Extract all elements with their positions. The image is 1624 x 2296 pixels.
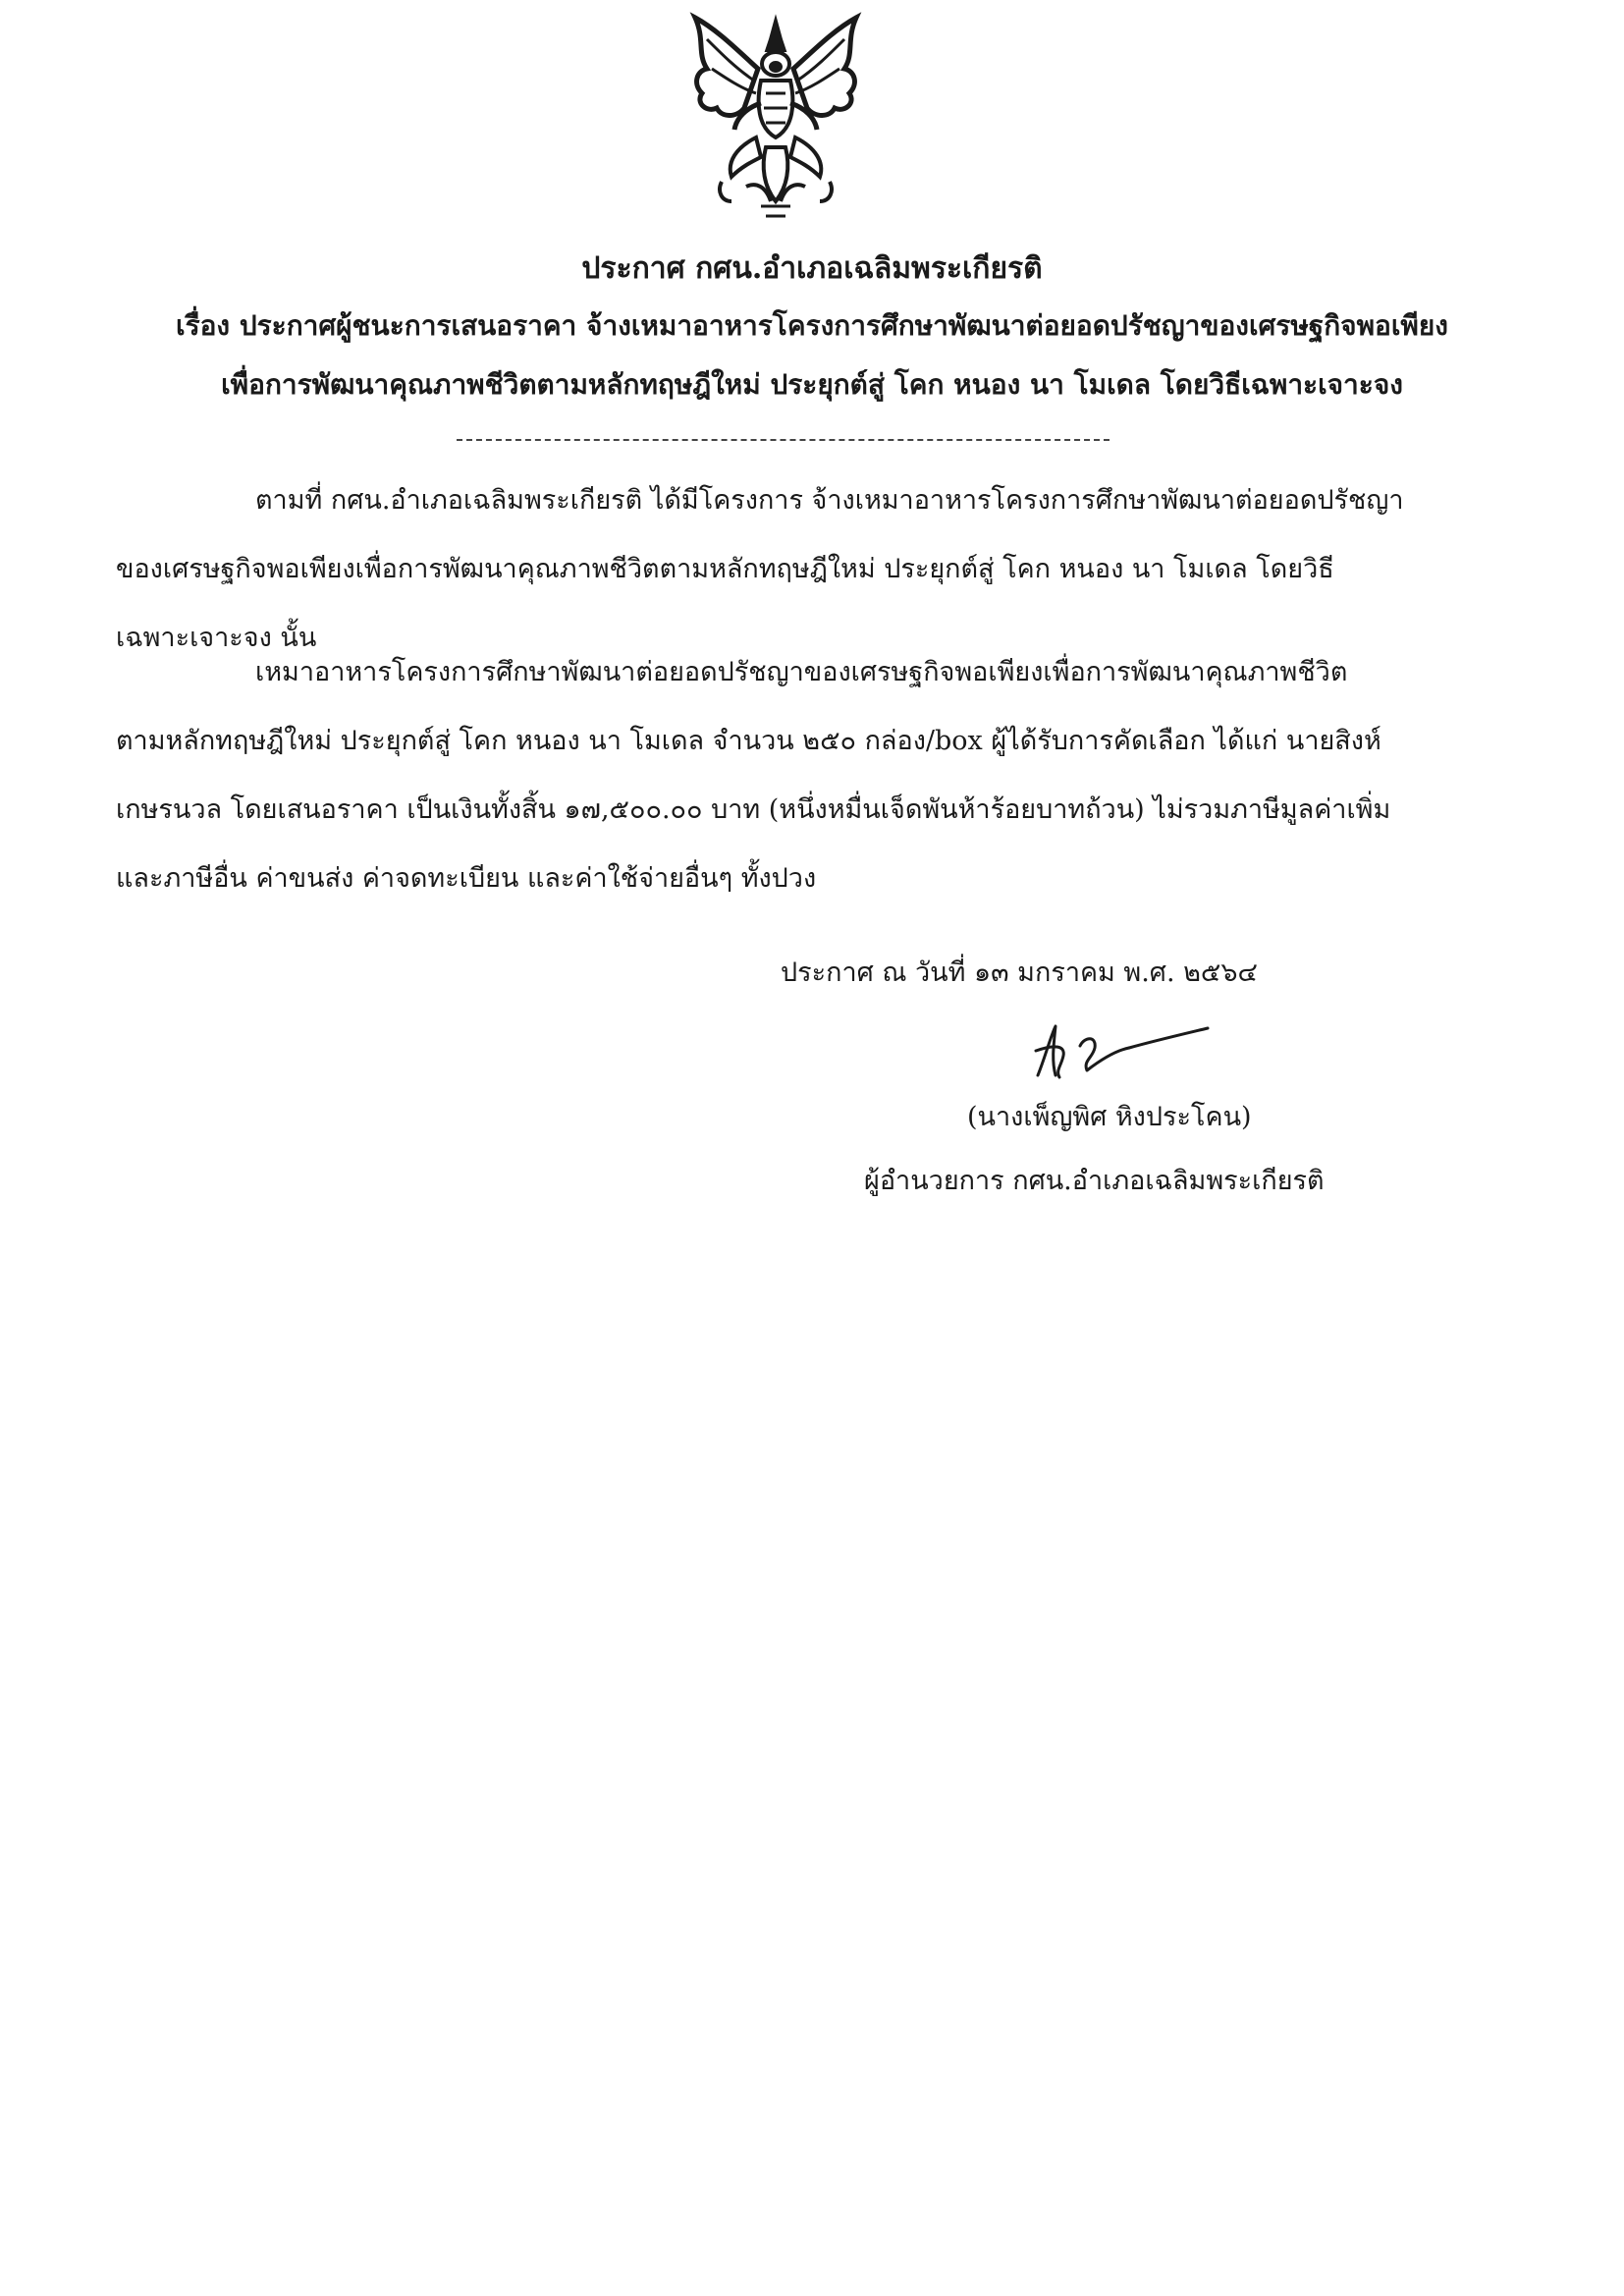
paragraph-2-line-4: และภาษีอื่น ค่าขนส่ง ค่าจดทะเบียน และค่าใช้จ่ายอื่นๆ ทั้งปวง — [116, 863, 817, 894]
announcement-title: ประกาศ กศน.อำเภอเฉลิมพระเกียรติ — [581, 251, 1043, 286]
signature-icon — [1026, 1016, 1222, 1085]
subject-line-1: เรื่อง ประกาศผู้ชนะการเสนอราคา จ้างเหมาอาหารโครงการศึกษาพัฒนาต่อยอดปรัชญาของเศรษฐกิจพอเพียง — [176, 309, 1448, 342]
paragraph-2 — [116, 638, 1432, 913]
subject-line-2: เพื่อการพัฒนาคุณภาพชีวิตตามหลักทฤษฎีใหม่ ประยุกต์สู่ โคก หนอง นา โมเดล โดยวิธีเฉพาะเจาะจง — [221, 368, 1403, 401]
paragraph-1-line-3: เฉพาะเจาะจง นั้น — [116, 623, 317, 653]
paragraph-2-line-3: เกษรนวล โดยเสนอราคา เป็นเงินทั้งสิ้น ๑๗,๕๐๐.๐๐ บาท (หนึ่งหมื่นเจ็ดพันห้าร้อยบาทถ้วน) ไม่รวมภาษีมูลค่าเพิ่ม — [116, 794, 1391, 825]
signer-name: (นางเพ็ญพิศ หิงประโคน) — [967, 1102, 1252, 1132]
announcement-date: ประกาศ ณ วันที่ ๑๓ มกราคม พ.ศ. ๒๕๖๔ — [781, 957, 1258, 988]
paragraph-2-line-1: เหมาอาหารโครงการศึกษาพัฒนาต่อยอดปรัชญาของเศรษฐกิจพอเพียงเพื่อการพัฒนาคุณภาพชีวิต — [255, 657, 1348, 687]
paragraph-1-line-2: ของเศรษฐกิจพอเพียงเพื่อการพัฒนาคุณภาพชีวิตตามหลักทฤษฎีใหม่ ประยุกต์สู่ โคก หนอง นา โมเดล โดยวิธี — [116, 554, 1334, 584]
signer-position: ผู้อำนวยการ กศน.อำเภอเฉลิมพระเกียรติ — [864, 1166, 1325, 1196]
paragraph-2-line-2: ตามหลักทฤษฎีใหม่ ประยุกต์สู่ โคก หนอง นา โมเดล จำนวน ๒๕๐ กล่อง/box ผู้ได้รับการคัดเลือก ได้แก่ นายสิงห์ — [116, 726, 1381, 756]
paragraph-1-line-1: ตามที่ กศน.อำเภอเฉลิมพระเกียรติ ได้มีโครงการ จ้างเหมาอาหารโครงการศึกษาพัฒนาต่อยอดปรัชญา — [255, 485, 1404, 516]
dashed-divider — [457, 439, 1110, 441]
garuda-emblem-icon — [668, 10, 884, 236]
